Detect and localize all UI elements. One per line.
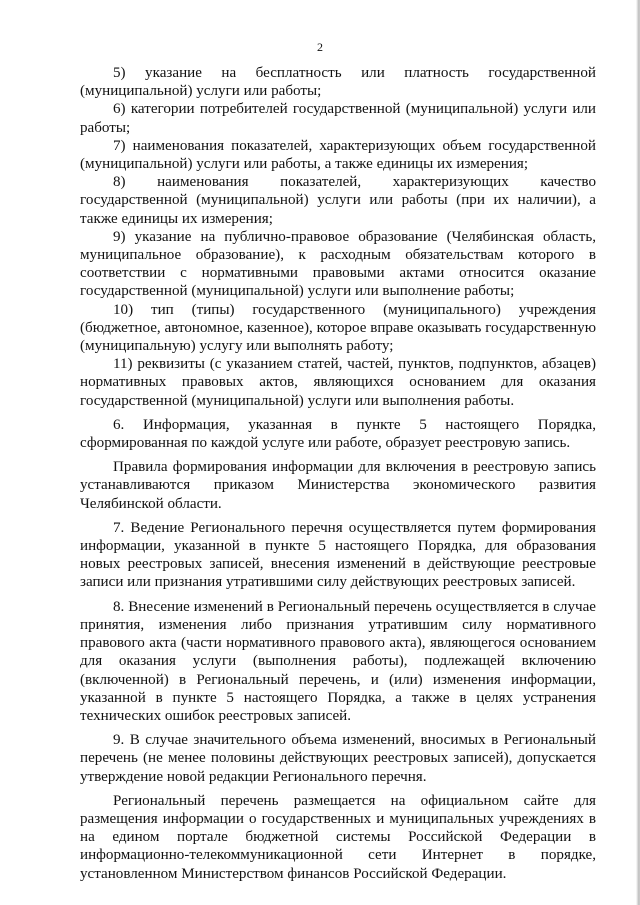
paragraph-item-9: 9) указание на публично-правовое образование (Челябинская область, муниципальное образование), к расходным обязательствам которого в соответствии с нормативными правовыми актами относится оказание государственной (муниципальной) услуги или выполнение работы; bbox=[80, 228, 596, 300]
paragraph-section-7: 7. Ведение Регионального перечня осуществляется путем формирования информации, указанной в пункте 5 настоящего Порядка, для образования новых реестровых записей, внесения изменений в действующие реестровые записи или признания утратившими силу действующих реестровых записей. bbox=[80, 519, 596, 591]
document-body bbox=[80, 64, 596, 883]
paragraph-item-7: 7) наименования показателей, характеризующих объем государственной (муниципальной) услуги или работы, а также единицы их измерения; bbox=[80, 137, 596, 173]
paragraph-item-8: 8) наименования показателей, характеризующих качество государственной (муниципальной) услуги или работы (при их наличии), а также единицы их измерения; bbox=[80, 174, 596, 227]
paragraph-item-6: 6) категории потребителей государственной (муниципальной) услуги или работы; bbox=[80, 101, 596, 136]
paragraph-item-5: 5) указание на бесплатность или платность государственной (муниципальной) услуги или работы; bbox=[80, 65, 596, 100]
paragraph-section-9: 9. В случае значительного объема изменений, вносимых в Региональный перечень (не менее половины действующих реестровых записей), допускается утверждение новой редакции Регионального перечня. bbox=[80, 732, 596, 785]
paragraph-section-8: 8. Внесение изменений в Региональный перечень осуществляется в случае принятия, изменения либо признания утратившим силу нормативного правового акта (части нормативного правового акта), являющегося основанием для оказания услуги (выполнения работы), подлежащей включению (включенной) в Региональный перечень, и (или) изменения информации, указанной в пункте 5 настоящего Порядка, а также в целях устранения технических ошибок реестровых записей. bbox=[80, 598, 596, 724]
paragraph-rules: Правила формирования информации для включения в реестровую запись устанавливаются приказом Министерства экономического развития Челябинской области. bbox=[80, 459, 596, 512]
page-edge-shadow bbox=[636, 0, 639, 905]
paragraph-publication: Региональный перечень размещается на официальном сайте для размещения информации о государственных и муниципальных учреждениях в на едином портале бюджетной системы Российской Федерации в информационно-телекоммуникационной сети Интернет в порядке, установленном Министерством финансов Российской Федерации. bbox=[80, 792, 596, 882]
paragraph-section-6: 6. Информация, указанная в пункте 5 настоящего Порядка, сформированная по каждой услуге или работе, образует реестровую запись. bbox=[80, 416, 596, 452]
paragraph-item-10: 10) тип (типы) государственного (муниципального) учреждения (бюджетное, автономное, казенное), которое вправе оказывать государственную (муниципальную) услугу или выполнять работу; bbox=[80, 301, 596, 355]
page-number: 2 bbox=[317, 40, 323, 54]
paragraph-item-11: 11) реквизиты (с указанием статей, частей, пунктов, подпунктов, абзацев) нормативных правовых актов, являющихся основанием для оказания государственной (муниципальной) услуги или выполнения работы. bbox=[80, 356, 596, 409]
